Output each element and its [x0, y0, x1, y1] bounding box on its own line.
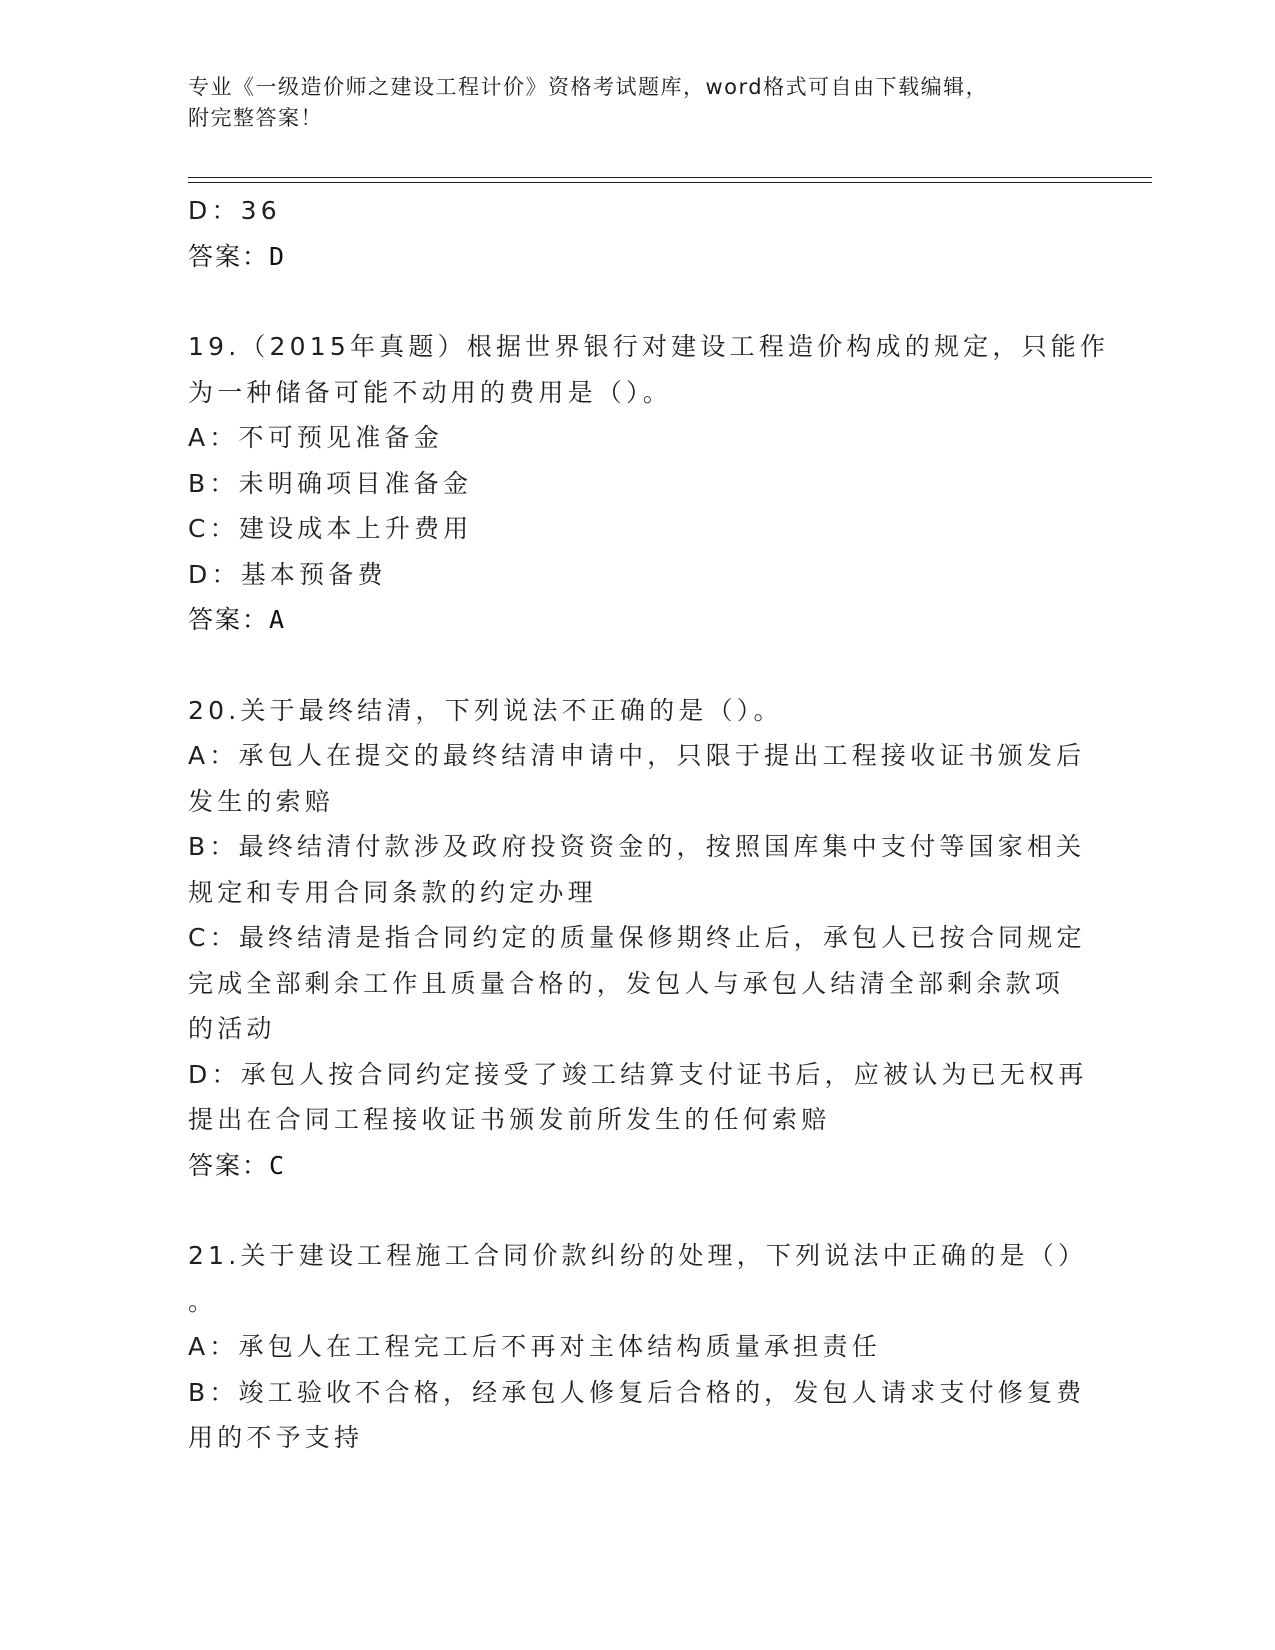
option-b-continued: 规定和专用合同条款的约定办理 [188, 877, 597, 907]
question-21 [188, 1233, 1088, 1461]
option-a: A：承包人在提交的最终结清申请中，只限于提出工程接收证书颁发后 [188, 741, 1086, 770]
option-a-continued: 发生的索赔 [188, 786, 335, 816]
answer-line [188, 597, 1088, 643]
option-a: A：不可预见准备金 [188, 423, 443, 452]
option-b: B：最终结清付款涉及政府投资资金的，按照国库集中支付等国家相关 [188, 832, 1086, 861]
question-20 [188, 688, 1088, 1189]
header-line-1: 专业《一级造价师之建设工程计价》资格考试题库，word格式可自由下载编辑， [188, 75, 989, 99]
option-c-continued-2: 的活动 [188, 1014, 276, 1043]
header-divider-top [188, 177, 1152, 178]
option-a: A：承包人在工程完工后不再对主体结构质量承担责任 [188, 1332, 881, 1361]
answer-label: 答案： [188, 605, 270, 634]
answer-value: D [269, 241, 287, 271]
option-d: D：承包人按合同约定接受了竣工结算支付证书后，应被认为已无权再 [188, 1059, 1088, 1089]
option-c-continued: 完成全部剩余工作且质量合格的，发包人与承包人结清全部剩余款项 [188, 968, 1065, 998]
option-b-continued: 用的不予支持 [188, 1423, 364, 1452]
option-d: D：36 [188, 196, 281, 225]
document-header [188, 72, 1088, 134]
answer-value: C [269, 1150, 287, 1180]
option-c: C：最终结清是指合同约定的质量保修期终止后，承包人已按合同规定 [188, 923, 1086, 952]
header-divider-bottom [188, 182, 1152, 183]
header-line-2: 附完整答案！ [188, 106, 323, 130]
question-stem: 20.关于最终结清，下列说法不正确的是（）。 [188, 695, 783, 725]
answer-label: 答案： [188, 1150, 270, 1180]
question-list [188, 188, 1110, 1461]
question-stem-continued: 。 [188, 1286, 218, 1316]
answer-line [188, 1143, 1088, 1189]
option-d-continued: 提出在合同工程接收证书颁发前所发生的任何索赔 [188, 1105, 831, 1134]
question-19 [188, 324, 1110, 643]
option-b: B：竣工验收不合格，经承包人修复后合格的，发包人请求支付修复费 [188, 1377, 1086, 1407]
answer-label: 答案： [188, 241, 270, 271]
question-stem-continued: 为一种储备可能不动用的费用是（）。 [188, 377, 672, 407]
option-d: D：基本预备费 [188, 559, 387, 589]
question-stem: 21.关于建设工程施工合同价款纠纷的处理，下列说法中正确的是（） [188, 1241, 1088, 1270]
option-b: B：未明确项目准备金 [188, 468, 473, 498]
answer-value: A [269, 605, 287, 634]
question-18 [188, 188, 1088, 279]
question-stem: 19.（2015年真题）根据世界银行对建设工程造价构成的规定，只能作 [188, 332, 1110, 361]
option-c: C：建设成本上升费用 [188, 514, 473, 543]
answer-line [188, 234, 1088, 280]
